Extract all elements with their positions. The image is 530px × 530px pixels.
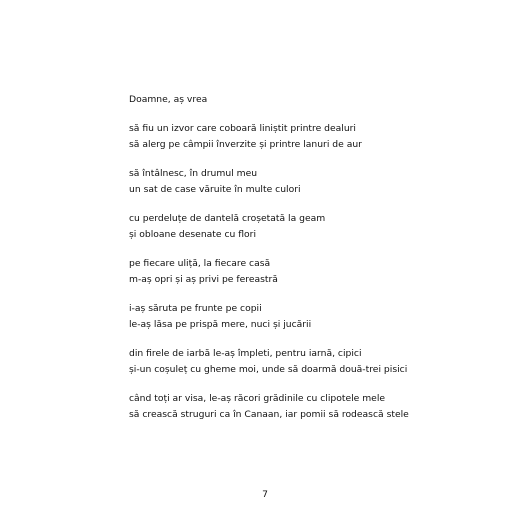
stanza-2 — [129, 166, 509, 198]
stanza-3 — [129, 211, 509, 243]
poem-line: cu perdeluțe de dantelă croșetată la geam — [129, 213, 326, 224]
poem-line: pe fiecare uliță, la fiecare casă — [129, 258, 271, 269]
poem-line: să crească struguri ca în Canaan, iar pomii să rodească stele — [129, 409, 409, 420]
poem-line: și obloane desenate cu flori — [129, 229, 256, 240]
stanza-6 — [129, 346, 509, 378]
page-number: 7 — [262, 489, 268, 500]
stanza-1 — [129, 121, 509, 153]
poem-line: și-un coșuleț cu gheme moi, unde să doarmă două-trei pisici — [129, 364, 408, 375]
poem-line: le-aș lăsa pe prispă mere, nuci și jucării — [129, 319, 312, 330]
poem-line: m-aș opri și aș privi pe fereastră — [129, 274, 278, 285]
poem — [129, 92, 509, 436]
poem-line: să întâlnesc, în drumul meu — [129, 168, 258, 179]
stanza-7 — [129, 391, 509, 423]
poem-line: un sat de case văruite în multe culori — [129, 184, 301, 195]
poem-line: din firele de iarbă le-aș împleti, pentru iarnă, cipici — [129, 348, 362, 359]
poem-line: să alerg pe câmpii înverzite și printre lanuri de aur — [129, 139, 362, 150]
poem-line: când toți ar visa, le-aș răcori grădinile cu clipotele mele — [129, 393, 386, 404]
stanza-5 — [129, 301, 509, 333]
poem-line: i-aș săruta pe frunte pe copii — [129, 303, 262, 314]
poem-title: Doamne, aș vrea — [129, 94, 208, 105]
stanza-4 — [129, 256, 509, 288]
poem-line: să fiu un izvor care coboară liniștit printre dealuri — [129, 123, 356, 134]
